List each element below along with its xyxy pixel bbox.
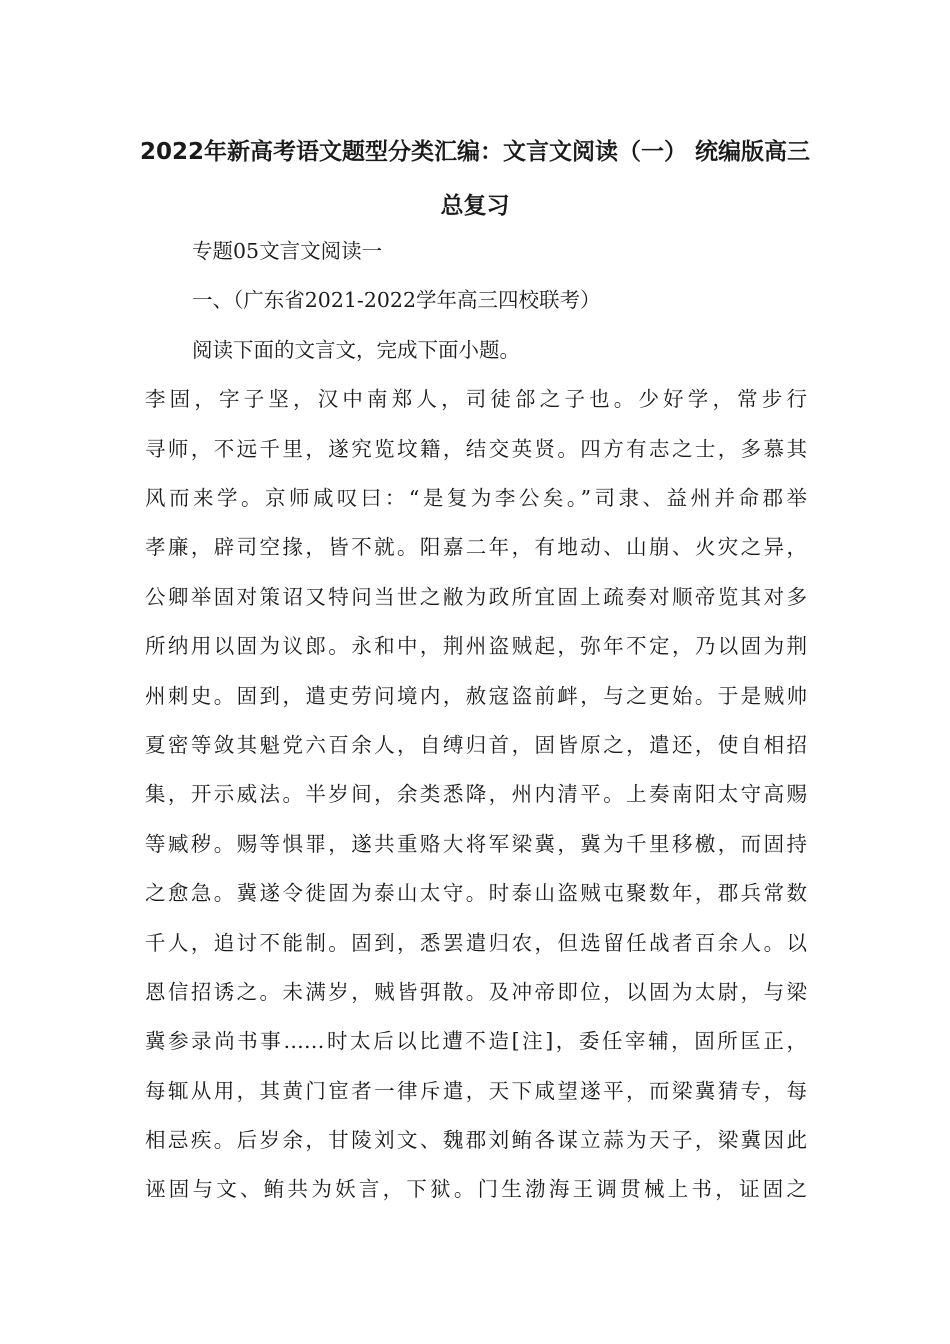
passage-line: 李固，字子坚，汉中南郑人，司徒郃之子也。少好学，常步行 [145,387,807,411]
passage-line: 所纳用以固为议郎。永和中，荆州盗贼起，弥年不定，乃以固为荆 [145,634,807,658]
passage-line: 相忌疾。后岁余，甘陵刘文、魏郡刘鲔各谋立蒜为天子，梁冀因此 [145,1128,807,1152]
passage-line: 恩信招诱之。未满岁，贼皆弭散。及冲帝即位，以固为太尉，与梁 [145,980,807,1004]
passage-line: 风而来学。京师咸叹曰：“是复为李公矣。”司隶、益州并命郡举 [145,486,807,510]
passage-line: 寻师，不远千里，遂究览坟籍，结交英贤。四方有志之士，多慕其 [145,437,807,461]
passage-line: 孝廉，辟司空掾，皆不就。阳嘉二年，有地动、山崩、火灾之异， [145,535,807,559]
passage-line: 集，开示威法。半岁间，余类悉降，州内清平。上奏南阳太守高赐 [145,782,807,806]
passage-line: 千人，追讨不能制。固到，悉罢遣归农，但选留任战者百余人。以 [145,931,807,955]
passage-line: 之愈急。冀遂令徙固为泰山太守。时泰山盗贼屯聚数年，郡兵常数 [145,881,807,905]
document-title [140,125,810,233]
section-heading: 一、（广东省2021-2022学年高三四校联考） [192,288,601,312]
passage-line: 诬固与文、鲔共为妖言，下狱。门生渤海王调贯械上书，证固之 [145,1177,807,1201]
topic-heading: 专题05文言文阅读一 [192,239,383,263]
passage-line: 每辄从用，其黄门宦者一律斥遣，天下咸望遂平，而梁冀猜专，每 [145,1079,807,1103]
title-line-2: 总复习 [440,193,510,219]
title-line-1: 2022年新高考语文题型分类汇编：文言文阅读（一） 统编版高三 [140,139,811,165]
passage-line: 公卿举固对策诏又特问当世之敝为政所宜固上疏奏对顺帝览其对多 [145,585,807,609]
passage-line: 冀参录尚书事……时太后以比遭不造[注]，委任宰辅，固所匡正， [145,1029,807,1053]
passage-line: 等臧秽。赐等惧罪，遂共重赂大将军梁冀，冀为千里移檄，而固持 [145,832,807,856]
instruction-text: 阅读下面的文言文，完成下面小题。 [192,338,520,362]
passage-line: 州刺史。固到，遣吏劳问境内，赦寇盗前衅，与之更始。于是贼帅 [145,684,807,708]
passage-line: 夏密等敛其魁党六百余人，自缚归首，固皆原之，遣还，使自相招 [145,733,807,757]
